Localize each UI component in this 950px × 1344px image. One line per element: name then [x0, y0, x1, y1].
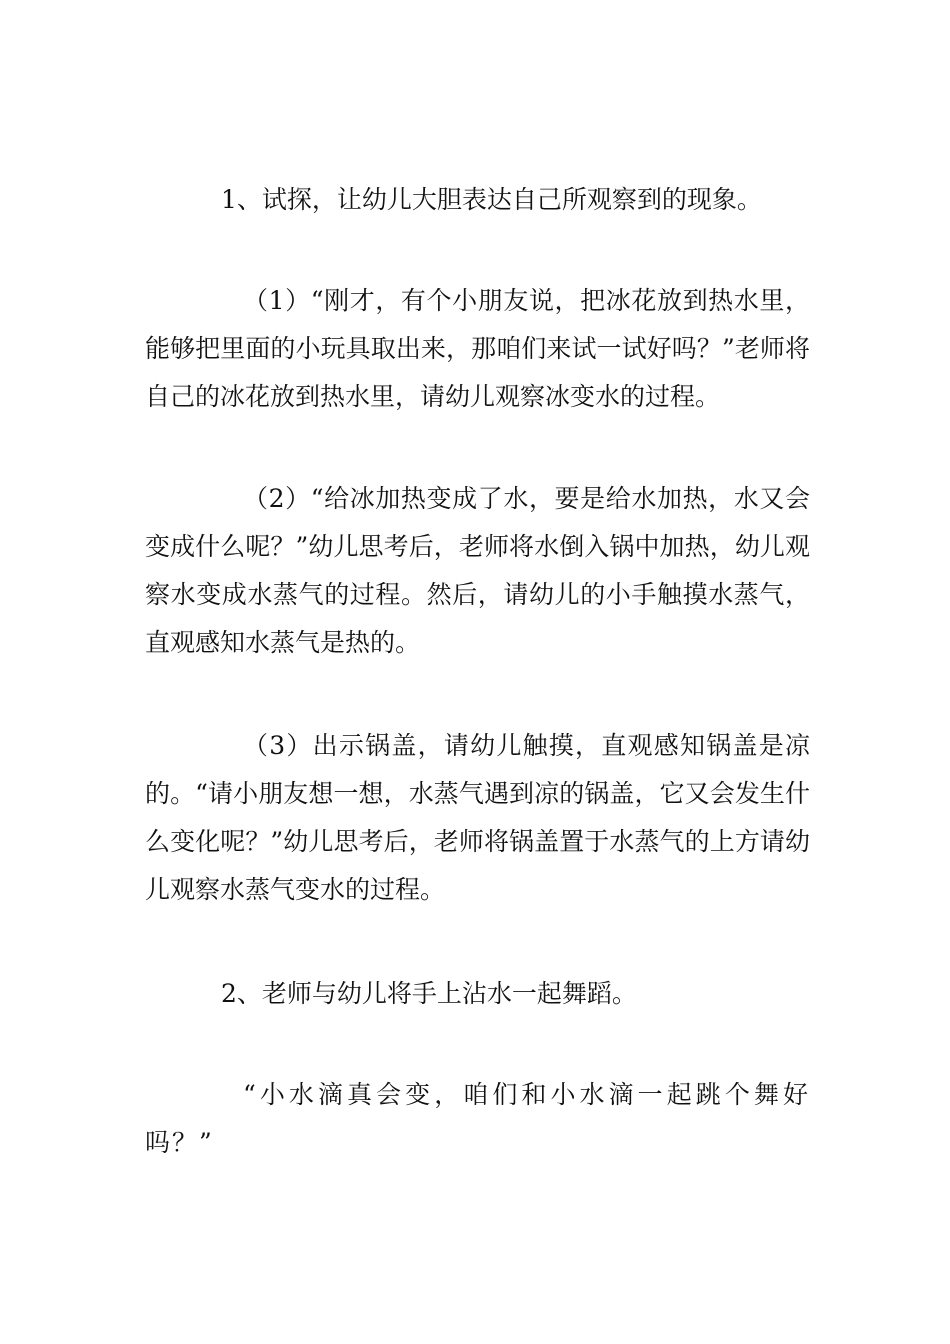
step-1-item-3: （3）出示锅盖，请幼儿触摸，直观感知锅盖是凉的。“请小朋友想一想，水蒸气遇到凉的锅盖，它又会发生什么变化呢？”幼儿思考后，老师将锅盖置于水蒸气的上方请幼儿观察水蒸气变水的过程。: [145, 731, 810, 904]
step-2-heading: 2、老师与幼儿将手上沾水一起舞蹈。: [221, 979, 637, 1008]
step-1-heading: 1、试探，让幼儿大胆表达自己所观察到的现象。: [221, 185, 762, 214]
step-1-item-1: （1）“刚才，有个小朋友说，把冰花放到热水里，能够把里面的小玩具取出来，那咱们来试一试好吗？”老师将自己的冰花放到热水里，请幼儿观察冰变水的过程。: [145, 286, 810, 411]
step-2-quote: “小水滴真会变，咱们和小水滴一起跳个舞好吗？”: [145, 1080, 810, 1157]
step-1-item-2: （2）“给冰加热变成了水，要是给水加热，水又会变成什么呢？”幼儿思考后，老师将水倒入锅中加热，幼儿观察水变成水蒸气的过程。然后，请幼儿的小手触摸水蒸气，直观感知水蒸气是热的。: [145, 484, 810, 657]
